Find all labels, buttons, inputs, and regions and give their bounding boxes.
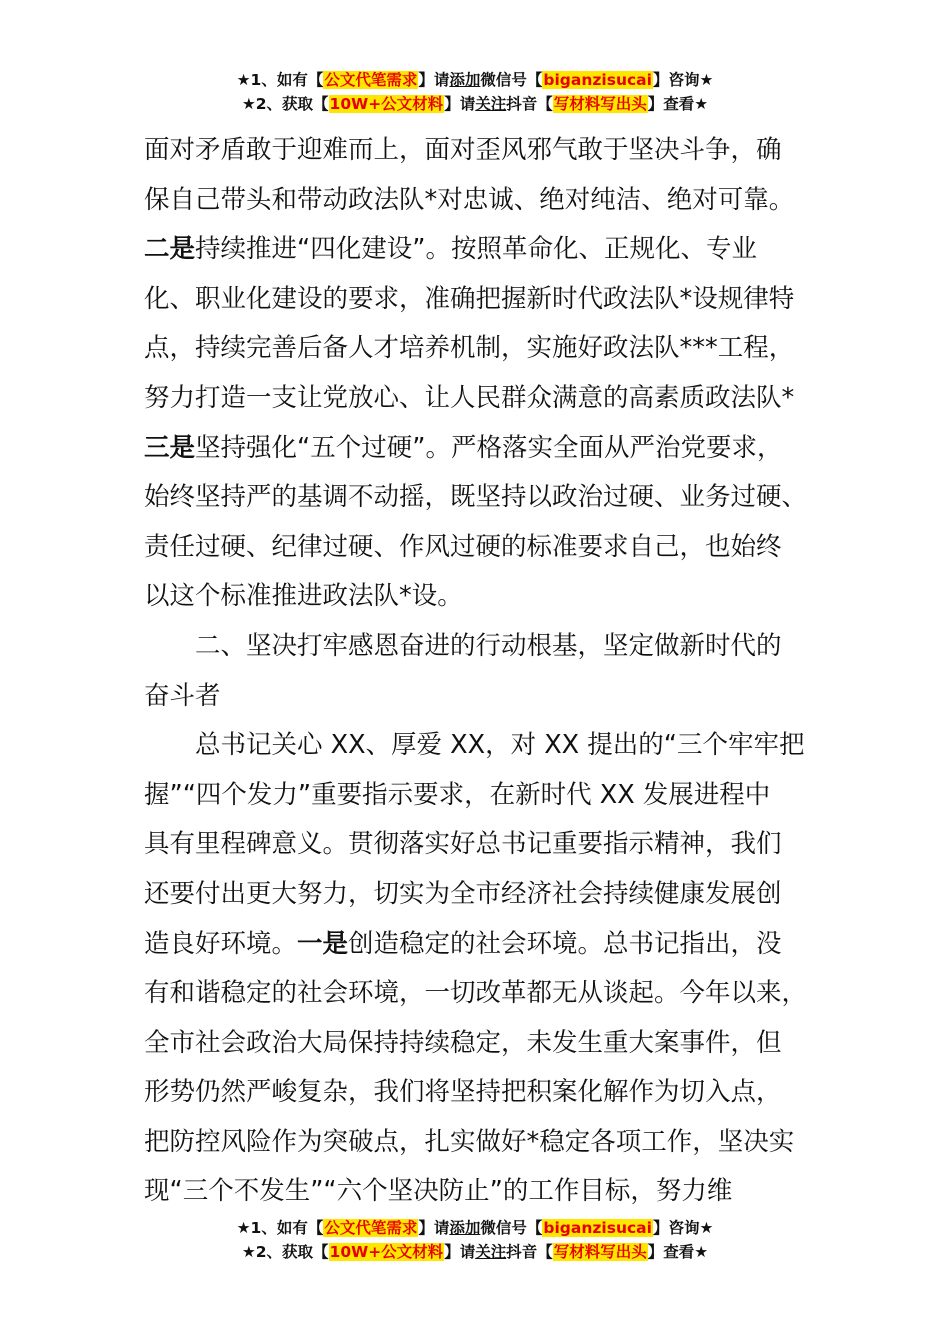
banner-text: 抖音【 <box>506 1243 553 1261</box>
document-body <box>144 126 814 1217</box>
line-text: 努力打造一支让党放心、让人民群众满意的高素质政法队* <box>144 382 795 413</box>
emphasis-follow: 关注 <box>475 95 507 113</box>
text-line <box>144 225 814 275</box>
line-text: 有和谐稳定的社会环境，一切改革都无从谈起。今年以来， <box>144 978 808 1009</box>
line-text: 现“三个不发生”“六个坚决防止”的工作目标，努力维 <box>144 1176 733 1207</box>
text-line <box>144 721 814 771</box>
banner-text: ★2、获取【 <box>241 95 329 113</box>
banner-text: 】请 <box>418 1219 450 1237</box>
highlight-service: 公文代笔需求 <box>324 71 418 89</box>
text-line <box>144 572 814 622</box>
line-text: 坚持强化“五个过硬”。严格落实全面从严治党要求， <box>195 432 783 463</box>
bold-lead: 一是 <box>297 928 349 959</box>
banner-line-2 <box>0 1240 950 1264</box>
text-line <box>144 1019 814 1069</box>
banner-text: ★2、获取【 <box>241 1243 329 1261</box>
text-line <box>144 1167 814 1217</box>
text-line <box>144 424 814 474</box>
highlight-materials: 10W+公文材料 <box>329 95 444 113</box>
line-text: 具有里程碑意义。贯彻落实好总书记重要指示精神，我们 <box>144 829 782 860</box>
bold-lead: 三是 <box>144 432 196 463</box>
text-line <box>144 969 814 1019</box>
banner-line-2 <box>0 92 950 116</box>
text-line <box>144 672 814 722</box>
text-line <box>144 622 814 672</box>
line-text: 奋斗者 <box>144 680 221 711</box>
line-text: 保自己带头和带动政法队*对忠诚、绝对纯洁、绝对可靠。 <box>144 184 795 215</box>
banner-text: ★1、如有【 <box>236 1219 324 1237</box>
line-text: 还要付出更大努力，切实为全市经济社会持续健康发展创 <box>144 878 782 909</box>
text-line <box>144 176 814 226</box>
banner-text: 】咨询★ <box>652 71 714 89</box>
line-text: 面对矛盾敢于迎难而上，面对歪风邪气敢于坚决斗争，确 <box>144 135 782 165</box>
banner-text: 微信号【 <box>480 1219 543 1237</box>
douyin-account: 写材料写出头 <box>553 1243 647 1261</box>
banner-text: 】查看★ <box>647 95 709 113</box>
text-line <box>144 1118 814 1168</box>
line-text: 造良好环境。 <box>144 928 298 959</box>
emphasis-follow: 关注 <box>475 1243 507 1261</box>
text-line <box>144 126 814 176</box>
wechat-id: biganzisucai <box>543 1219 652 1237</box>
line-text: 握”“四个发力”重要指示要求，在新时代 XX 发展进程中 <box>144 779 771 810</box>
text-line <box>144 771 814 821</box>
banner-line-1 <box>0 1216 950 1240</box>
text-line <box>144 473 814 523</box>
line-text: 总书记关心 XX、厚爱 XX，对 XX 提出的“三个牢牢把 <box>195 730 805 761</box>
text-line <box>144 275 814 325</box>
line-text: 创造稳定的社会环境。总书记指出，没 <box>348 928 782 959</box>
banner-text: 】查看★ <box>647 1243 709 1261</box>
banner-text: 】请 <box>444 95 476 113</box>
text-line <box>144 324 814 374</box>
text-line <box>144 920 814 970</box>
line-text: 责任过硬、纪律过硬、作风过硬的标准要求自己，也始终 <box>144 531 782 562</box>
line-text: 始终坚持严的基调不动摇，既坚持以政治过硬、业务过硬、 <box>144 482 808 513</box>
line-text: 持续推进“四化建设”。按照革命化、正规化、专业 <box>195 234 757 265</box>
text-line <box>144 523 814 573</box>
text-line <box>144 374 814 424</box>
line-text: 点，持续完善后备人才培养机制，实施好政法队***工程， <box>144 333 795 364</box>
bold-lead: 二是 <box>144 234 196 265</box>
banner-line-1 <box>0 68 950 92</box>
line-text: 以这个标准推进政法队*设。 <box>144 581 463 612</box>
banner-text: 】请 <box>418 71 450 89</box>
banner-text: 】请 <box>444 1243 476 1261</box>
banner-text: 抖音【 <box>506 95 553 113</box>
line-text: 化、职业化建设的要求，准确把握新时代政法队*设规律特 <box>144 283 795 314</box>
text-line <box>144 1068 814 1118</box>
text-line <box>144 870 814 920</box>
line-text: 二、坚决打牢感恩奋进的行动根基，坚定做新时代的 <box>195 630 782 661</box>
line-text: 全市社会政治大局保持持续稳定，未发生重大案事件，但 <box>144 1027 782 1058</box>
emphasis-add: 添加 <box>449 71 481 89</box>
wechat-id: biganzisucai <box>543 71 652 89</box>
line-text: 把防控风险作为突破点，扎实做好*稳定各项工作，坚决实 <box>144 1126 795 1157</box>
text-line <box>144 820 814 870</box>
footer-banner <box>0 1216 950 1264</box>
banner-text: ★1、如有【 <box>236 71 324 89</box>
highlight-materials: 10W+公文材料 <box>329 1243 444 1261</box>
banner-text: 微信号【 <box>480 71 543 89</box>
banner-text: 】咨询★ <box>652 1219 714 1237</box>
highlight-service: 公文代笔需求 <box>324 1219 418 1237</box>
header-banner <box>0 68 950 116</box>
emphasis-add: 添加 <box>449 1219 481 1237</box>
douyin-account: 写材料写出头 <box>553 95 647 113</box>
line-text: 形势仍然严峻复杂，我们将坚持把积案化解作为切入点， <box>144 1077 782 1108</box>
